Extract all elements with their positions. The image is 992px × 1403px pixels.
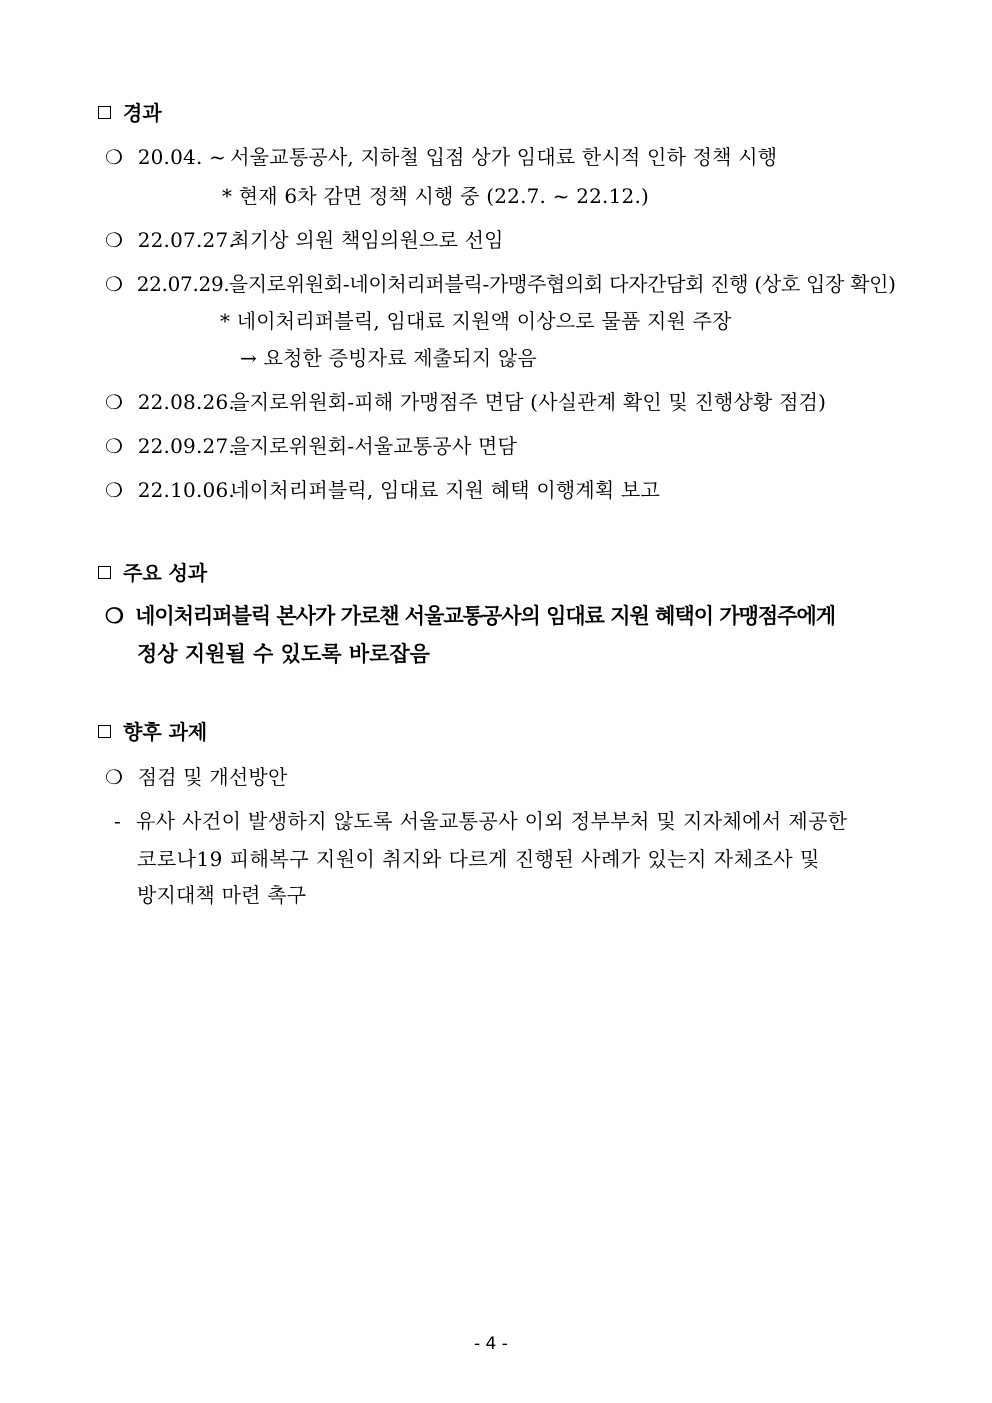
- section-heading-progress: 경과: [98, 97, 162, 126]
- section-heading-future: 향후 과제: [98, 716, 207, 745]
- future-dash-line-1: - 유사 사건이 발생하지 않도록 서울교통공사 이외 정부부처 및 지자체에서 제공한: [114, 809, 848, 833]
- item-date: 20.04. ~: [137, 145, 227, 169]
- square-bullet-icon: [98, 106, 111, 119]
- progress-item-3-subnote: → 요청한 증빙자료 제출되지 않음: [240, 346, 537, 370]
- circle-bullet-icon: ❍: [105, 765, 124, 789]
- progress-item-5: [105, 430, 517, 459]
- progress-item-6: [105, 474, 660, 503]
- item-text: 최기상 의원 책임의원으로 선임: [230, 228, 504, 252]
- page-number: - 4 -: [474, 1334, 508, 1354]
- circle-bullet-icon: ❍: [105, 390, 124, 414]
- item-date: 22.07.27.: [137, 228, 235, 252]
- item-date: 22.10.06.: [137, 478, 235, 502]
- item-date: 22.07.29.: [136, 272, 230, 296]
- circle-bullet-icon: ❍: [105, 272, 123, 296]
- progress-item-1: [105, 141, 777, 170]
- item-date: 22.08.26.: [137, 390, 235, 414]
- circle-bullet-icon: ❍: [105, 478, 124, 502]
- item-text: 을지로위원회-서울교통공사 면담: [230, 434, 518, 458]
- item-text: 네이처리퍼블릭, 임대료 지원 혜택 이행계획 보고: [230, 478, 661, 502]
- future-item: ❍ 점검 및 개선방안: [105, 765, 288, 789]
- circle-bullet-icon: ❍: [105, 434, 124, 458]
- future-dash-line-3: 방지대책 마련 촉구: [137, 883, 307, 907]
- item-text: 을지로위원회-네이처리퍼블릭-가맹주협의회 다자간담회 진행 (상호 입장 확인): [228, 272, 896, 296]
- progress-item-1-note: * 현재 6차 감면 정책 시행 중 (22.7. ~ 22.12.): [222, 184, 650, 208]
- item-text: 을지로위원회-피해 가맹점주 면담 (사실관계 확인 및 진행상황 점검): [230, 390, 827, 414]
- future-dash-line-2: 코로나19 피해복구 지원이 취지와 다르게 진행된 사례가 있는지 자체조사 및: [137, 847, 820, 871]
- progress-item-3: [105, 268, 896, 297]
- progress-item-3-note: * 네이처리퍼블릭, 임대료 지원액 이상으로 물품 지원 주장: [220, 309, 732, 333]
- results-line-1: ❍ 네이처리퍼블릭 본사가 가로챈 서울교통공사의 임대료 지원 혜택이 가맹점주에게: [105, 603, 836, 628]
- circle-bullet-icon: ❍: [105, 228, 124, 252]
- circle-bullet-icon: ❍: [105, 145, 124, 169]
- results-line-2: 정상 지원될 수 있도록 바로잡음: [137, 641, 430, 666]
- section-heading-results: 주요 성과: [98, 557, 207, 586]
- progress-item-4: [105, 386, 826, 415]
- item-date: 22.09.27.: [137, 434, 235, 458]
- item-text: 서울교통공사, 지하철 입점 상가 임대료 한시적 인하 정책 시행: [230, 145, 778, 169]
- square-bullet-icon: [98, 566, 111, 579]
- progress-item-2: [105, 224, 504, 253]
- square-bullet-icon: [98, 725, 111, 738]
- circle-bullet-icon: ❍: [105, 603, 123, 628]
- dash-bullet-icon: -: [114, 809, 122, 833]
